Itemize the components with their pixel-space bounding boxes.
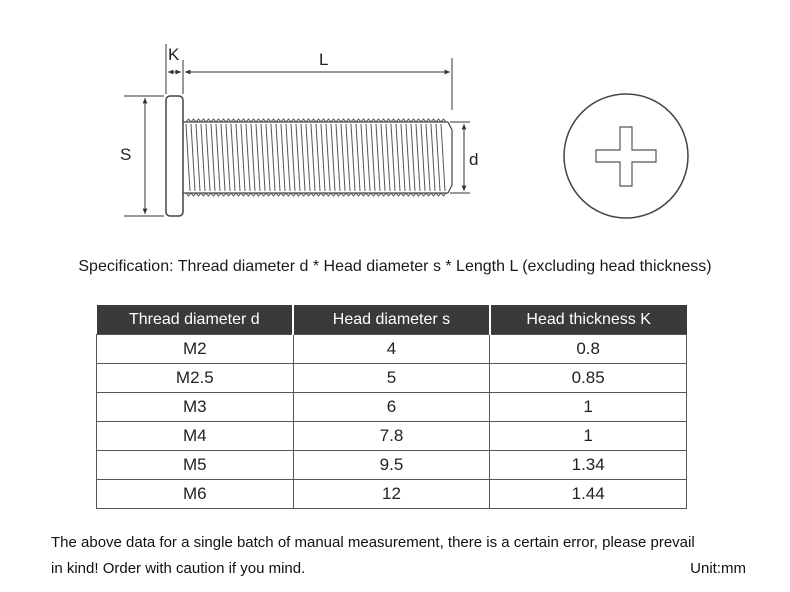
table-row — [97, 364, 687, 393]
cell-head-diameter: 5 — [293, 364, 490, 393]
d-dimension — [450, 122, 470, 193]
table-row — [97, 422, 687, 451]
cell-thread-diameter: M5 — [97, 451, 294, 480]
table-row — [97, 393, 687, 422]
d-label: d — [469, 150, 479, 169]
cell-head-diameter: 9.5 — [293, 451, 490, 480]
screw-head — [166, 96, 183, 216]
header-thread-diameter: Thread diameter d — [97, 305, 294, 335]
table-row — [97, 451, 687, 480]
header-head-diameter: Head diameter s — [293, 305, 490, 335]
note-line-1: The above data for a single batch of manual measurement, there is a certain error, please prevail — [51, 534, 695, 551]
l-label: L — [319, 50, 329, 69]
cell-thread-diameter: M4 — [97, 422, 294, 451]
cell-head-diameter: 4 — [293, 335, 490, 364]
cell-thread-diameter: M2.5 — [97, 364, 294, 393]
screw-diagram — [0, 0, 790, 240]
table-header-row — [97, 305, 687, 335]
spec-table — [96, 305, 687, 509]
cell-thread-diameter: M2 — [97, 335, 294, 364]
table-row — [97, 335, 687, 364]
note-line-2: in kind! Order with caution if you mind. — [51, 560, 306, 577]
cell-head-thickness: 1.34 — [490, 451, 687, 480]
cell-head-thickness: 0.8 — [490, 335, 687, 364]
cell-head-thickness: 1 — [490, 422, 687, 451]
table-row — [97, 480, 687, 509]
cell-head-thickness: 1 — [490, 393, 687, 422]
measurement-note — [51, 530, 751, 582]
specification-text: Specification: Thread diameter d * Head diameter s * Length L (excluding head thickness) — [78, 258, 712, 275]
cell-head-diameter: 12 — [293, 480, 490, 509]
cell-thread-diameter: M3 — [97, 393, 294, 422]
cell-thread-diameter: M6 — [97, 480, 294, 509]
screw-threads — [186, 119, 446, 196]
cell-head-thickness: 1.44 — [490, 480, 687, 509]
cell-head-diameter: 7.8 — [293, 422, 490, 451]
s-label: S — [120, 145, 132, 164]
unit-label: Unit:mm — [690, 560, 746, 577]
cell-head-diameter: 6 — [293, 393, 490, 422]
cell-head-thickness: 0.85 — [490, 364, 687, 393]
header-head-thickness: Head thickness K — [490, 305, 687, 335]
k-label: K — [168, 45, 180, 64]
